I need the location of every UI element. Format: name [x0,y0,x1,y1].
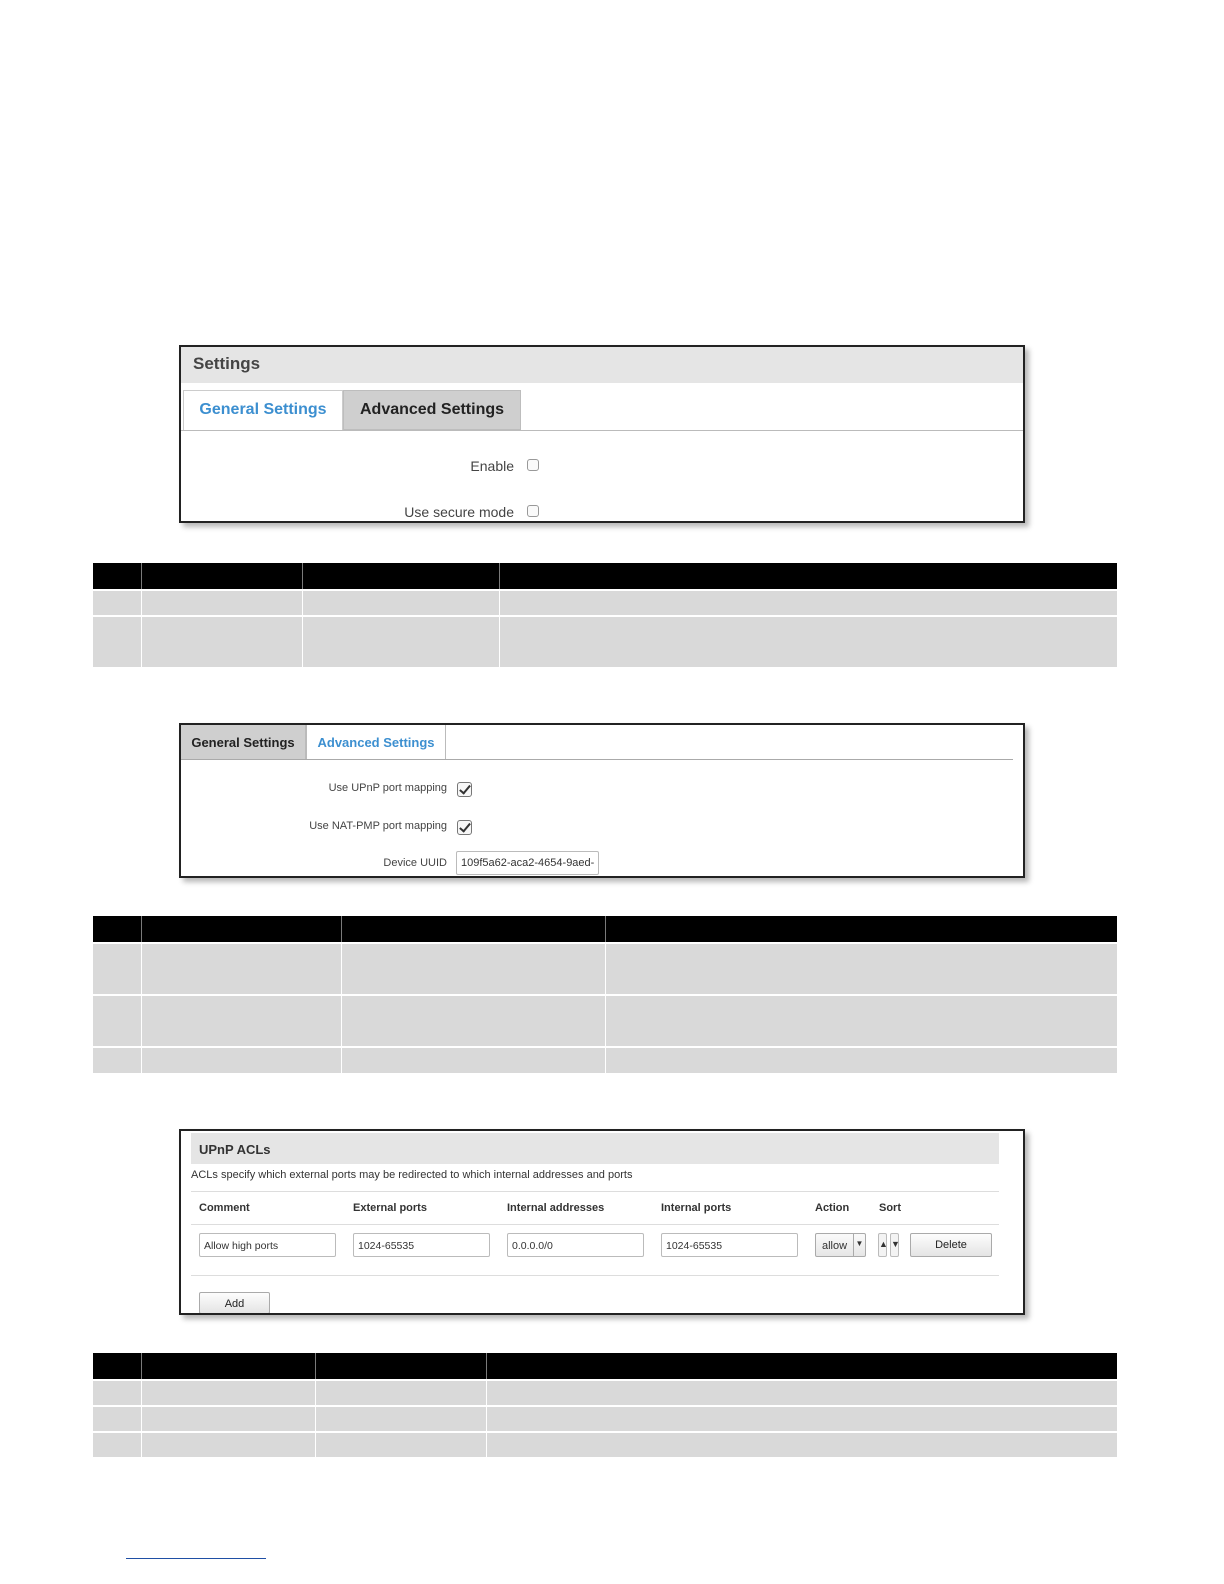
arrow-up-icon: ▲ [879,1239,888,1249]
table-header [93,1353,1117,1379]
acl-table-header [191,1191,999,1225]
arrow-down-icon: ▼ [891,1239,900,1249]
delete-button[interactable]: Delete [910,1233,992,1257]
device-uuid-label: Device UUID [383,857,447,869]
table-row [93,591,1117,615]
tab-bar [181,725,1013,760]
table-header [93,563,1117,589]
panel-title: Settings [181,347,1023,383]
internal-addresses-input[interactable]: 0.0.0.0/0 [507,1233,644,1257]
footnote-separator [126,1558,266,1559]
table-row [93,1381,1117,1405]
device-uuid-input[interactable]: 109f5a62-aca2-4654-9aed- [456,851,599,875]
table-row [93,617,1117,667]
external-ports-input[interactable]: 1024-65535 [353,1233,490,1257]
column-internal-ports: Internal ports [661,1202,732,1214]
secure-mode-label: Use secure mode [404,504,514,520]
advanced-settings-panel [179,723,1025,878]
chevron-down-icon: ▼ [853,1234,865,1256]
upnp-mapping-label: Use UPnP port mapping [328,782,447,794]
divider [191,1275,999,1276]
panel-title: UPnP ACLs [191,1133,999,1164]
tab-general-settings[interactable]: General Settings [181,725,306,759]
table-header [93,916,1117,942]
tab-advanced-settings[interactable]: Advanced Settings [343,390,521,430]
add-button[interactable]: Add [199,1292,270,1314]
column-sort: Sort [879,1202,901,1214]
table-row [93,1407,1117,1431]
comment-input[interactable]: Allow high ports [199,1233,336,1257]
column-external-ports: External ports [353,1202,427,1214]
column-action: Action [815,1202,850,1214]
column-comment: Comment [199,1202,250,1214]
column-internal-addresses: Internal addresses [507,1202,605,1214]
upnp-mapping-checkbox[interactable] [457,782,472,797]
action-select-value: allow [822,1240,848,1252]
tab-advanced-settings[interactable]: Advanced Settings [306,725,446,759]
enable-label: Enable [470,458,514,474]
action-select[interactable] [815,1233,866,1257]
upnp-acls-panel [179,1129,1025,1315]
internal-ports-input[interactable]: 1024-65535 [661,1233,798,1257]
acl-description: ACLs specify which external ports may be redirected to which internal addresses and ports [191,1169,633,1181]
secure-mode-checkbox[interactable] [527,505,539,517]
general-settings-panel [179,345,1025,523]
sort-up-button[interactable] [878,1233,887,1257]
natpmp-mapping-checkbox[interactable] [457,820,472,835]
enable-checkbox[interactable] [527,459,539,471]
tab-general-settings[interactable]: General Settings [183,390,343,430]
sort-down-button[interactable] [890,1233,899,1257]
table-row [93,1433,1117,1457]
tab-bar [181,390,1023,431]
natpmp-mapping-label: Use NAT-PMP port mapping [309,820,447,832]
